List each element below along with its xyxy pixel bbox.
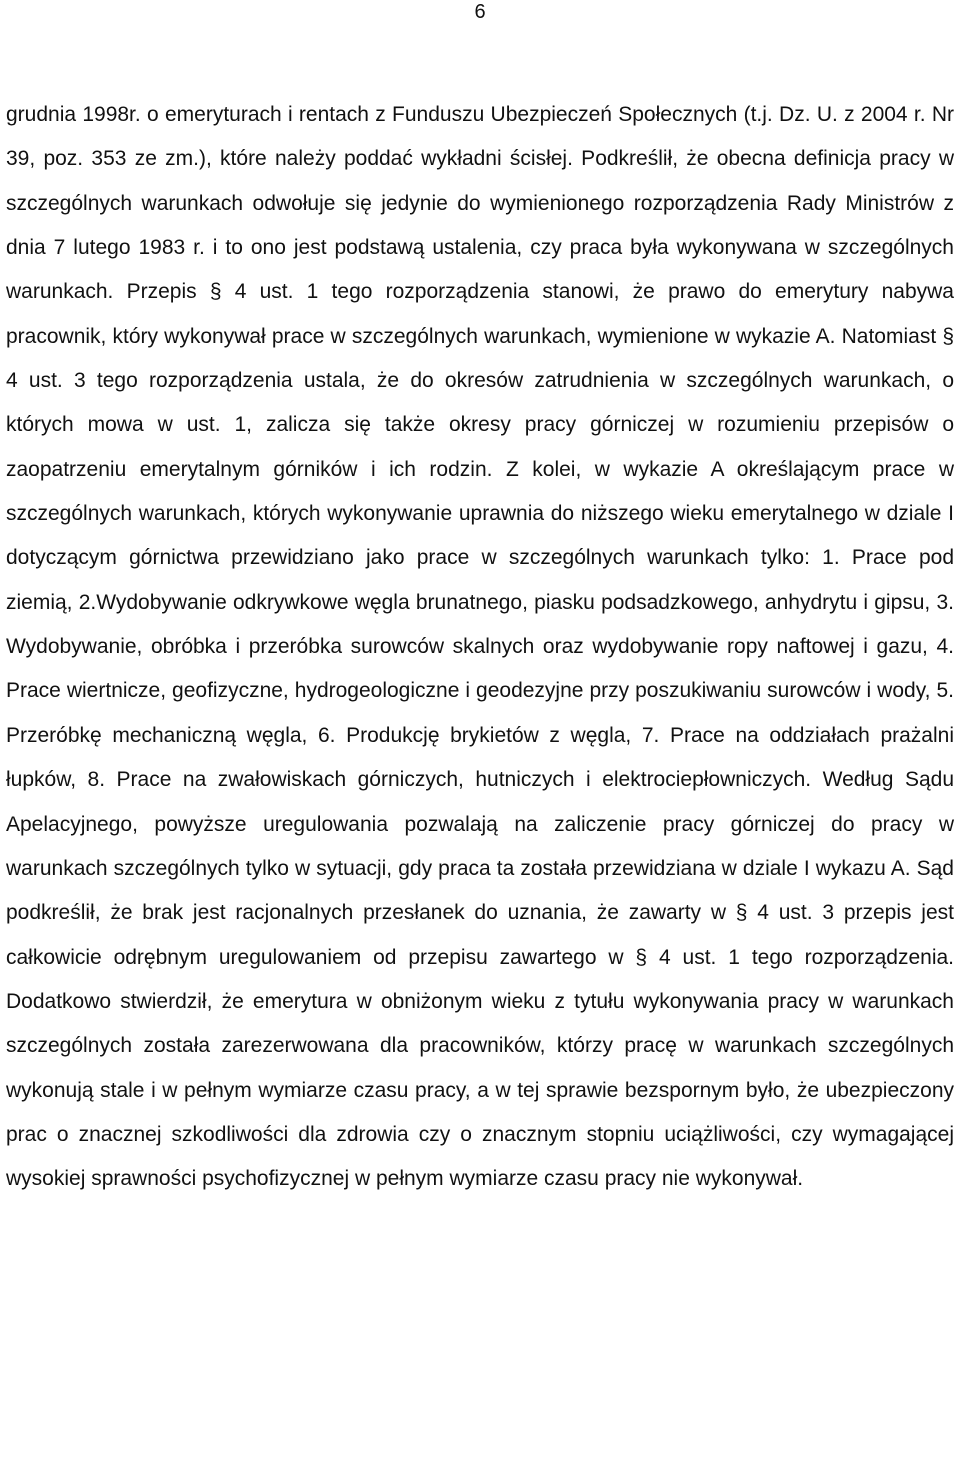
page-number: 6 [474, 1, 486, 23]
body-paragraph: grudnia 1998r. o emeryturach i rentach z Funduszu Ubezpieczeń Społecznych (t.j. Dz. U. z 2004 r. Nr 39, poz. 353 ze zm.), które należy poddać wykładni ścisłej. Podkreślił, że obecna definicja pracy w szczególnych warunkach odwołuje się jedynie do wymienionego rozporządzenia Rady Ministrów z dnia 7 lutego 1983 r. i to ono jest podstawą ustalenia, czy praca była wykonywana w szczególnych warunkach. Przepis § 4 ust. 1 tego rozporządzenia stanowi, że prawo do emerytury nabywa pracownik, który wykonywał prace w szczególnych warunkach, wymienione w wykazie A. Natomiast § 4 ust. 3 tego rozporządzenia ustala, że do okresów zatrudnienia w szczególnych warunkach, o których mowa w ust. 1, zalicza się także okresy pracy górniczej w rozumieniu przepisów o zaopatrzeniu emerytalnym górników i ich rodzin. Z kolei, w wykazie A określającym prace w szczególnych warunkach, których wykonywanie uprawnia do niższego wieku emerytalnego w dziale I dotyczącym górnictwa przewidziano jako prace w szczególnych warunkach tylko: 1. Prace pod ziemią, 2.Wydobywanie odkrywkowe węgla brunatnego, piasku podsadzkowego, anhydrytu i gipsu, 3. Wydobywanie, obróbka i przeróbka surowców skalnych oraz wydobywanie ropy naftowej i gazu, 4. Prace wiertnicze, geofizyczne, hydrogeologiczne i geodezyjne przy poszukiwaniu surowców i wody, 5. Przeróbkę mechaniczną węgla, 6. Produkcję brykietów z węgla, 7. Prace na oddziałach prażalni łupków, 8. Prace na zwałowiskach górniczych, hutniczych i elektrociepłowniczych. Według Sądu Apelacyjnego, powyższe uregulowania pozwalają na zaliczenie pracy górniczej do pracy w warunkach szczególnych tylko w sytuacji, gdy praca ta została przewidziana w dziale I wykazu A. Sąd podkreślił, że brak jest racjonalnych przesłanek do uznania, że zawarty w § 4 ust. 3 przepis jest całkowicie odrębnym uregulowaniem od przepisu zawartego w § 4 ust. 1 tego rozporządzenia. Dodatkowo stwierdził, że emerytura w obniżonym wieku z tytułu wykonywania pracy w warunkach szczególnych została zarezerwowana dla pracowników, którzy pracę w warunkach szczególnych wykonują stale i w pełnym wymiarze czasu pracy, a w tej sprawie bezspornym było, że ubezpieczony prac o znacznej szkodliwości dla zdrowia czy o znacznym stopniu uciążliwości, czy wymagającej wysokiej sprawności psychofizycznej w pełnym wymiarze czasu pracy nie wykonywał. [6, 103, 954, 1191]
